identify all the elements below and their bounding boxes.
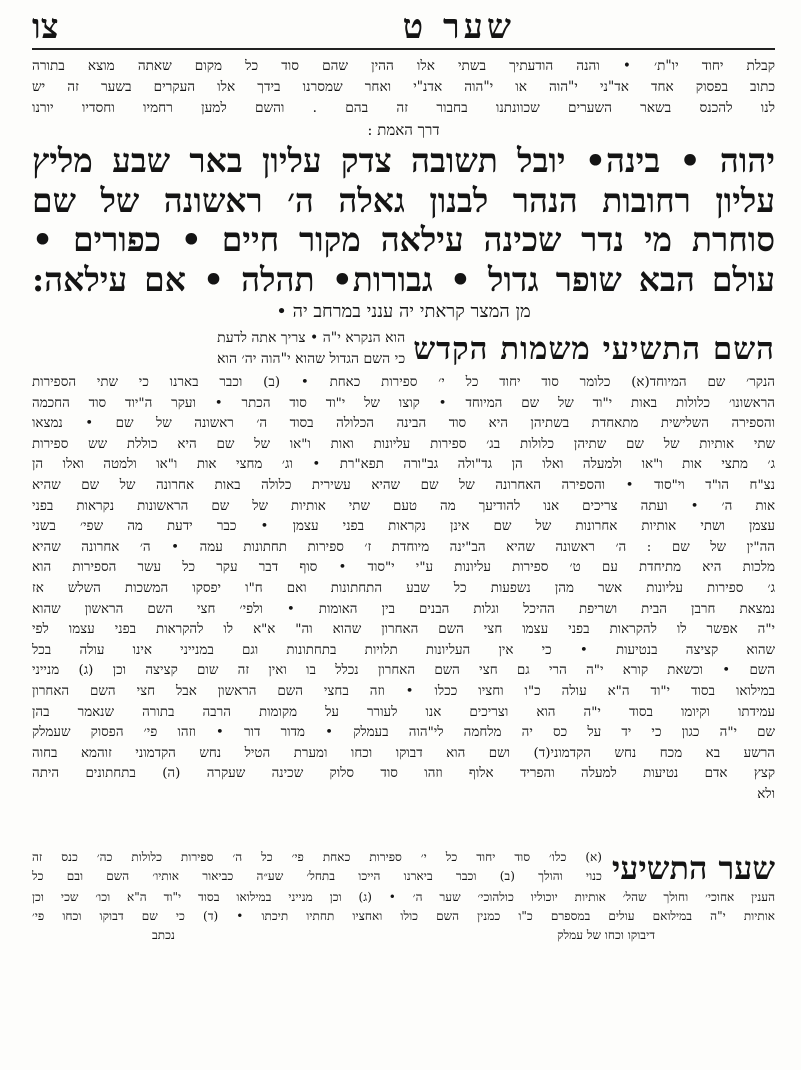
body-line: קצץ אדם נטיעות למעלה והפריד אלוף וזהו סוד סלוק שכינה שעקרה (ה) בתחתונים היתה xyxy=(32,766,775,782)
footnote-heading xyxy=(32,848,775,888)
verse-line: מן המצר קראתי יה ענני במרחב יה • xyxy=(276,301,531,322)
intro-closing: דרך האמת : xyxy=(367,121,440,139)
body-line: שם י"ה כגון כי יד על כס יה מלחמה לי"הוה בעמלק • מדור דור • וזהו פי׳ הפסוק שעמלק xyxy=(32,725,775,741)
body-line: נצ"ח הו"ד וי"סוד • והספירה האחרונה של שם שהיא עשירית כלולה באות אחרונה של שם שהיא xyxy=(32,477,775,493)
body-line: שהוא קציצה בנטיעות • כי אין העליונות תלויות בתחתונות וגם במנייני אינו עולה בכל xyxy=(32,642,775,658)
footnote-line: (א) כלו׳ סוד יחוד כל י׳ ספירות כאחת פי׳ כל ה׳ ספירות כלולות כה׳ כנס זה xyxy=(32,850,602,864)
gate-heading xyxy=(32,325,775,373)
gate-opening-line: כי השם הגדול שהוא י"הוה יה׳ הוא xyxy=(216,351,406,367)
body-line: הראשונו׳ כלולות באות י"וד של שם המיוחד • קוצו של י"וד סוד הכתר • ועקר ה"יוד סוד החכמה xyxy=(32,395,775,411)
gate-opening-line: הוא הנקרא י"ה • צריך אתה לדעת xyxy=(217,330,406,346)
footnote-last-line: דיבוקו וכחו של עמלק xyxy=(557,928,655,942)
body-line: עמידתו וקיומו בסוד י"ה הוא וצריכים אנו לעורר על מקומות הרבה בתורה שנאמר בהן xyxy=(32,704,775,720)
body-line: נמצאת חרבן הבית ושריפת ההיכל וגלות הבנים בין האומות • ולפי׳ חצי השם הראשון שהוא xyxy=(32,601,775,617)
body-line: הנקר׳ שם המיוחד(א) כלומר סוד יחוד כל י׳ ספירות כאחת • (ב) וכבר בארנו כי שתי הספירות xyxy=(32,375,775,390)
catchword-row xyxy=(32,926,775,944)
footnote-line: כנוי והולך (ב) וכבר ביארנו הייכו בתחל׳ שע״ה כביאור אותיו׳ השם ובם כל xyxy=(32,869,602,883)
body-line: אות ה׳ • ועתה צריכים אנו להודיעך מה טעם שתי אותיות של שם הראשונות נקראות בפני xyxy=(32,498,775,514)
names-line: יהוה • בינה• יובל תשובה צדק עליון באר שבע מליץ xyxy=(32,141,775,180)
body-line: מלכות היא מתיחדת עם ט׳ ספירות עליונות ע"י י"סוד • סוף דבר עקר כל עשר הספירות הוא xyxy=(32,560,775,576)
names-line: עולם הבא שופר גדול • גבורות• תהלה • אם עילאה: xyxy=(32,259,775,299)
intro-line: לנו להכנס בשאר השערים שכוונתנו בחבור זה בהם . והשם למען רחמיו וחסדיו יורנו xyxy=(32,100,775,116)
page-header xyxy=(32,6,775,50)
body-line: י"ה אפשר לו להקראות בפני עצמו חצי השם האחרון שהוא וה" א"א לו להקראות בפני עצמו לפי xyxy=(32,622,775,638)
body-line: עצמן ושתי אותיות אחרונות של שם אינן נקראות בפני עצמן • כבר ידעת מה שפי׳ בשני xyxy=(32,519,775,535)
gate-title: השם התשיעי משמות הקדש xyxy=(413,331,775,367)
footnote-text xyxy=(32,888,775,926)
names-line: סוחרת מי נדר שכינה עילאה מקור חיים • כפורים • xyxy=(32,220,775,259)
footnote-line: הענין אחוכי׳ וחולך שהל׳ אותיות יוכוליו כולהוכי׳ שער ה׳ • (ג) וכן מנייני במילואו בסוד י"וד ה"א וכו׳ שכי וכן xyxy=(32,890,775,904)
intro-line: קבלת יחוד יו"ת׳ • והנה הודעתיך בשתי אלו ההין שהם סוד כל מקום שאתה מוצא בתורה xyxy=(32,58,775,74)
page-number: צו xyxy=(32,7,59,47)
body-line: ג׳ ספירות עליונות אשר מהן נשפעות כל שבע התחתונות ואם ח"ו יפסקו המשכות השלש אז xyxy=(32,580,775,596)
body-line: השם • וכשאת קורא י"ה הרי גם חצי השם האחרון נכלל בו ואין זה שום קציצה וכן (ג) מנייני xyxy=(32,663,775,679)
footnote-side-text xyxy=(32,848,602,886)
footnote-title: שער התשיעי xyxy=(611,849,775,887)
catchword: נכתב xyxy=(152,928,175,942)
body-line: ג׳ מתצי אות ו"או ולמעלה ואלו הן גד"ולה גב"ורה תפא"רת • וג׳ מחצי אות ו"או ולמטה ואלו הן xyxy=(32,457,775,473)
body-text xyxy=(32,373,775,805)
names-block xyxy=(32,141,775,325)
body-line: שתי אותיות של שם שתיהן כלולות בג׳ ספירות עליונות ואות ו"או של שם היא כוללת שש ספירות xyxy=(32,436,775,452)
names-line: עליון רחובות הנהר לבנון גאלה ה׳ ראשונה של שם xyxy=(32,180,775,220)
body-line-last: ולא xyxy=(757,786,775,802)
body-line: הה"ין של שם : ה׳ ראשונה שהיא הב"ינה מיוחדת ז׳ ספירות תחתונות עמה • ה׳ אחרונה שהיא xyxy=(32,539,775,555)
intro-line: כתוב בפסוק אחד אד"ני י"הוה או י"הוה אדנ"י ואחר שמסרנו בידך אלו העקרים בשער זה יש xyxy=(32,79,775,95)
body-line: הרשע בא מכח נחש הקדמוני(ד) ושם הוא דבוקו וכחו ומערת הטיל נחש הקדמוני זוהמא בחוה xyxy=(32,745,775,761)
body-line: והספירה השלישית מתאחדת בשתיהן היא סוד הבינה הכלולה בסוד ה׳ ראשונה של שם • נמצאו xyxy=(32,416,775,432)
body-line: במילואו בסוד י"וד ה"א עולה כ"ו וחציו ככלו • וזה בחצי השם הראשון אבל חצי השם האחרון xyxy=(32,683,775,699)
footnotes xyxy=(32,848,775,944)
intro-paragraph xyxy=(32,56,775,141)
running-title: שער ט xyxy=(402,7,515,47)
gate-opening xyxy=(32,328,405,370)
footnote-line: אותיות י"ה במילואם עולים במספרם כ"ו כמנין השם כולו ואחציו תחתיו תיכתו • (ד) כי שם דבוקו וכחו פי׳ xyxy=(32,909,775,923)
